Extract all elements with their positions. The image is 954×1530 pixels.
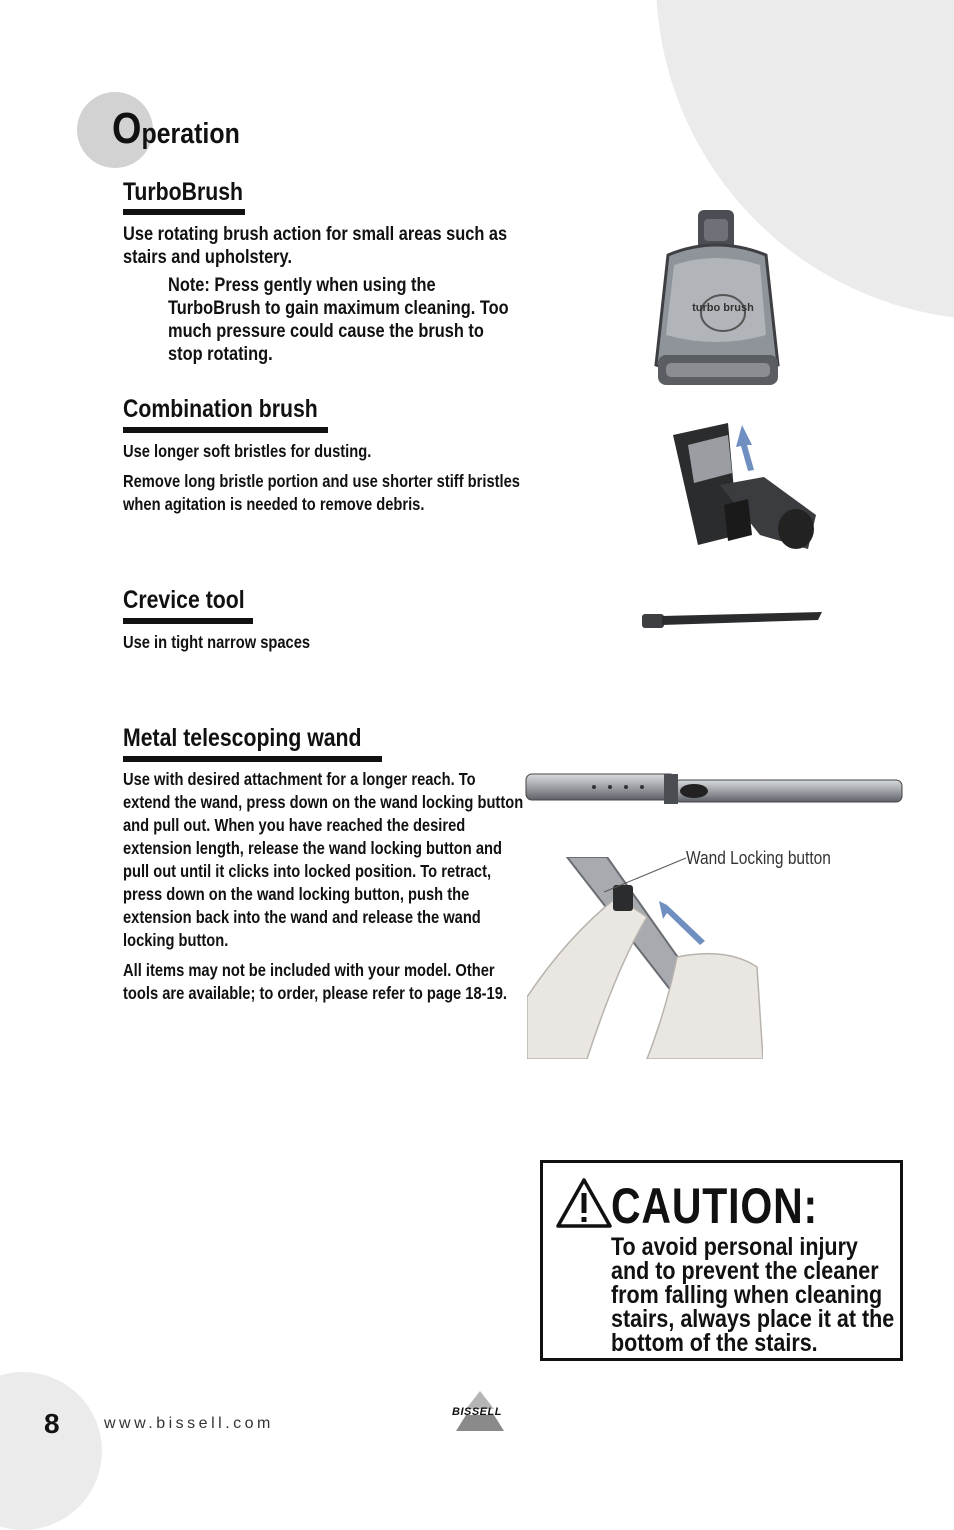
wand-heading: Metal telescoping wand: [123, 724, 362, 752]
wand-locking-button-label: Wand Locking button: [686, 848, 831, 868]
website-url: www.bissell.com: [104, 1415, 274, 1432]
turbobrush-badge: turbo brush: [692, 302, 754, 314]
wand-paragraph-1: Use with desired attachment for a longer reach. To extend the wand, press down on the wand locking button and pull out. When you have reached the desired extension length, release the wand locking button and pull out until it clicks into locked position. To retract, press down on the wand locking button, push the extension back into the wand and release the wand locking button.: [123, 769, 524, 950]
page-number: 8: [44, 1408, 60, 1439]
crevice-tool-heading: Crevice tool: [123, 586, 245, 614]
turbobrush-heading: TurboBrush: [123, 178, 244, 206]
crevice-tool-image: [640, 608, 825, 634]
wand-locking-callout-line: [600, 855, 690, 895]
warning-triangle-icon: [555, 1177, 613, 1229]
caution-box: [540, 1160, 903, 1361]
caution-title: CAUTION:: [611, 1178, 818, 1234]
combination-brush-text: [123, 440, 526, 523]
turbobrush-note: [168, 274, 512, 373]
page-title-rest: peration: [141, 118, 240, 150]
telescoping-wand-image: [524, 770, 904, 810]
decorative-circle-bottom-left: [0, 1372, 102, 1530]
turbobrush-text: [123, 223, 518, 276]
turbobrush-description: Use rotating brush action for small areas such as stairs and upholstery.: [123, 223, 508, 268]
turbobrush-rule: [123, 209, 245, 215]
wand-paragraph-2: All items may not be included with your model. Other tools are available; to order, please refer to page 18-19.: [123, 960, 507, 1003]
combination-brush-paragraph-2: Remove long bristle portion and use shorter stiff bristles when agitation is needed to remove debris.: [123, 471, 520, 514]
combination-brush-rule: [123, 427, 328, 433]
combination-brush-paragraph-1: Use longer soft bristles for dusting.: [123, 441, 372, 461]
wand-rule: [123, 756, 382, 762]
page-title: [112, 104, 240, 154]
caution-text: To avoid personal injury and to prevent the cleaner from falling when cleaning stairs, always place it at the bottom of the stairs.: [611, 1233, 895, 1357]
crevice-tool-rule: [123, 618, 253, 624]
turbobrush-image: [648, 205, 798, 400]
combination-brush-heading: Combination brush: [123, 395, 318, 423]
combination-brush-image: [668, 415, 823, 555]
crevice-tool-text: [123, 631, 518, 661]
page-title-initial: O: [112, 104, 142, 153]
bissell-logo-text: BISSELL: [452, 1406, 502, 1418]
crevice-tool-description: Use in tight narrow spaces: [123, 632, 311, 652]
wand-text: [123, 768, 526, 1012]
turbobrush-note-text: Note: Press gently when using the TurboBrush to gain maximum cleaning. Too much pressure could cause the brush to stop rotating.: [168, 274, 509, 365]
